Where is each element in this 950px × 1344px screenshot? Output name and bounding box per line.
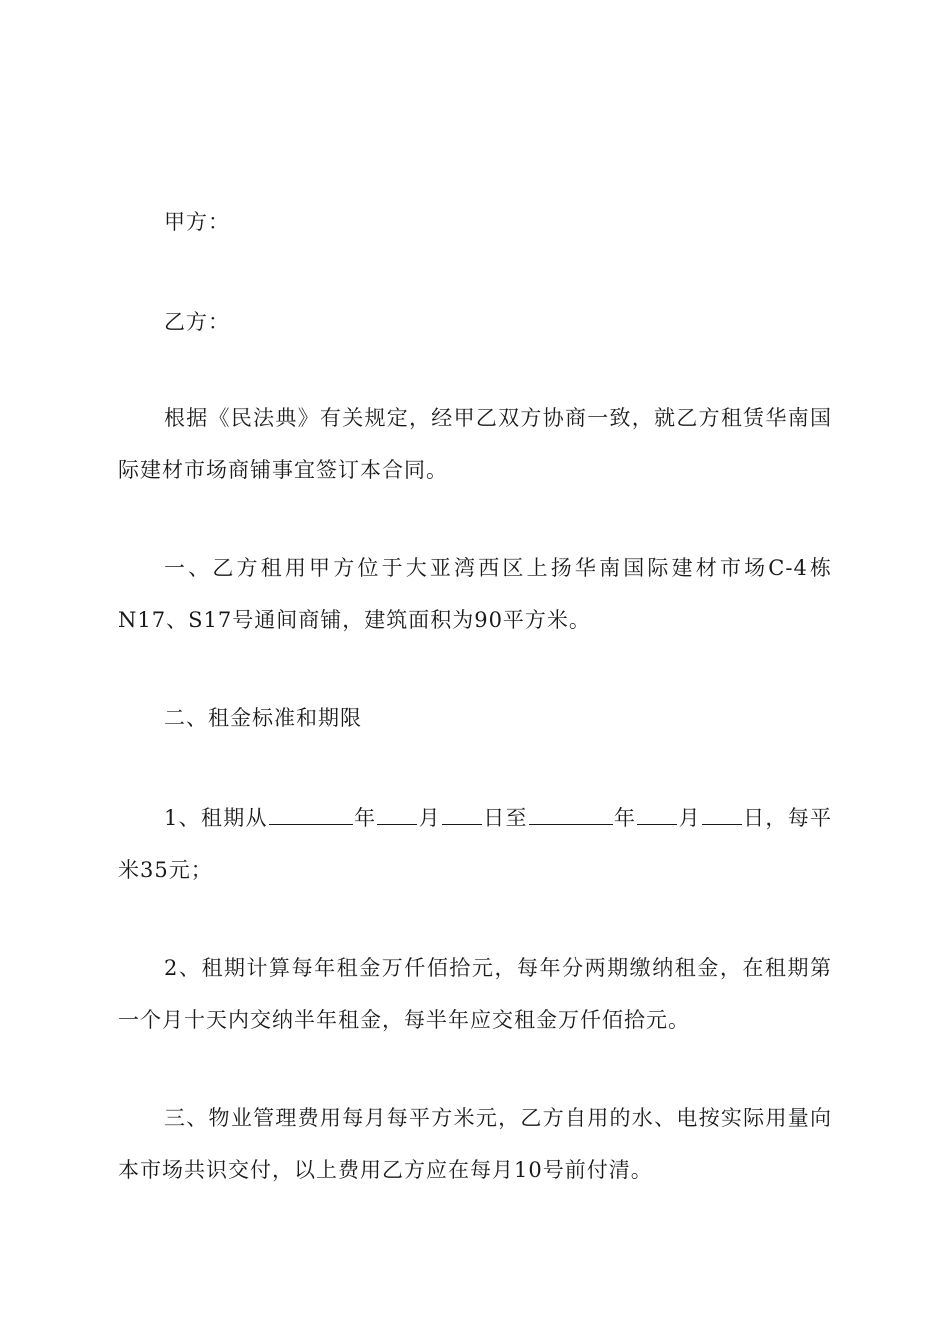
term-1-month2: 月 [678, 806, 701, 830]
term-1-year2: 年 [613, 806, 637, 830]
party-a-label: 甲方： [164, 210, 230, 234]
term-1-year1: 年 [353, 806, 377, 830]
end-day-blank [702, 806, 742, 825]
term-1-day1-to: 日至 [482, 806, 528, 830]
term-1-paragraph [118, 792, 832, 896]
start-year-blank [269, 806, 353, 825]
term-1-prefix: 1、租期从 [164, 806, 268, 830]
intro-paragraph: 根据《民法典》有关规定，经甲乙双方协商一致，就乙方租赁华南国际建材市场商铺事宜签订本合同。 [118, 406, 832, 482]
clause-1-paragraph: 一、乙方租用甲方位于大亚湾西区上扬华南国际建材市场C-4栋N17、S17号通间商铺，建筑面积为90平方米。 [118, 556, 832, 632]
start-month-blank [377, 806, 417, 825]
term-2-paragraph: 2、租期计算每年租金万仟佰拾元，每年分两期缴纳租金，在租期第一个月十天内交纳半年租金，每半年应交租金万仟佰拾元。 [118, 956, 832, 1032]
start-day-blank [442, 806, 482, 825]
term-1-month1: 月 [418, 806, 441, 830]
clause-2-heading: 二、租金标准和期限 [164, 706, 362, 730]
clause-3-paragraph: 三、物业管理费用每月每平方米元，乙方自用的水、电按实际用量向本市场共识交付，以上费用乙方应在每月10号前付清。 [118, 1106, 832, 1182]
party-b-label: 乙方： [164, 310, 230, 334]
term-1-day2-suffix: 日，每平米35元； [118, 806, 832, 882]
end-month-blank [637, 806, 677, 825]
end-year-blank [529, 806, 613, 825]
